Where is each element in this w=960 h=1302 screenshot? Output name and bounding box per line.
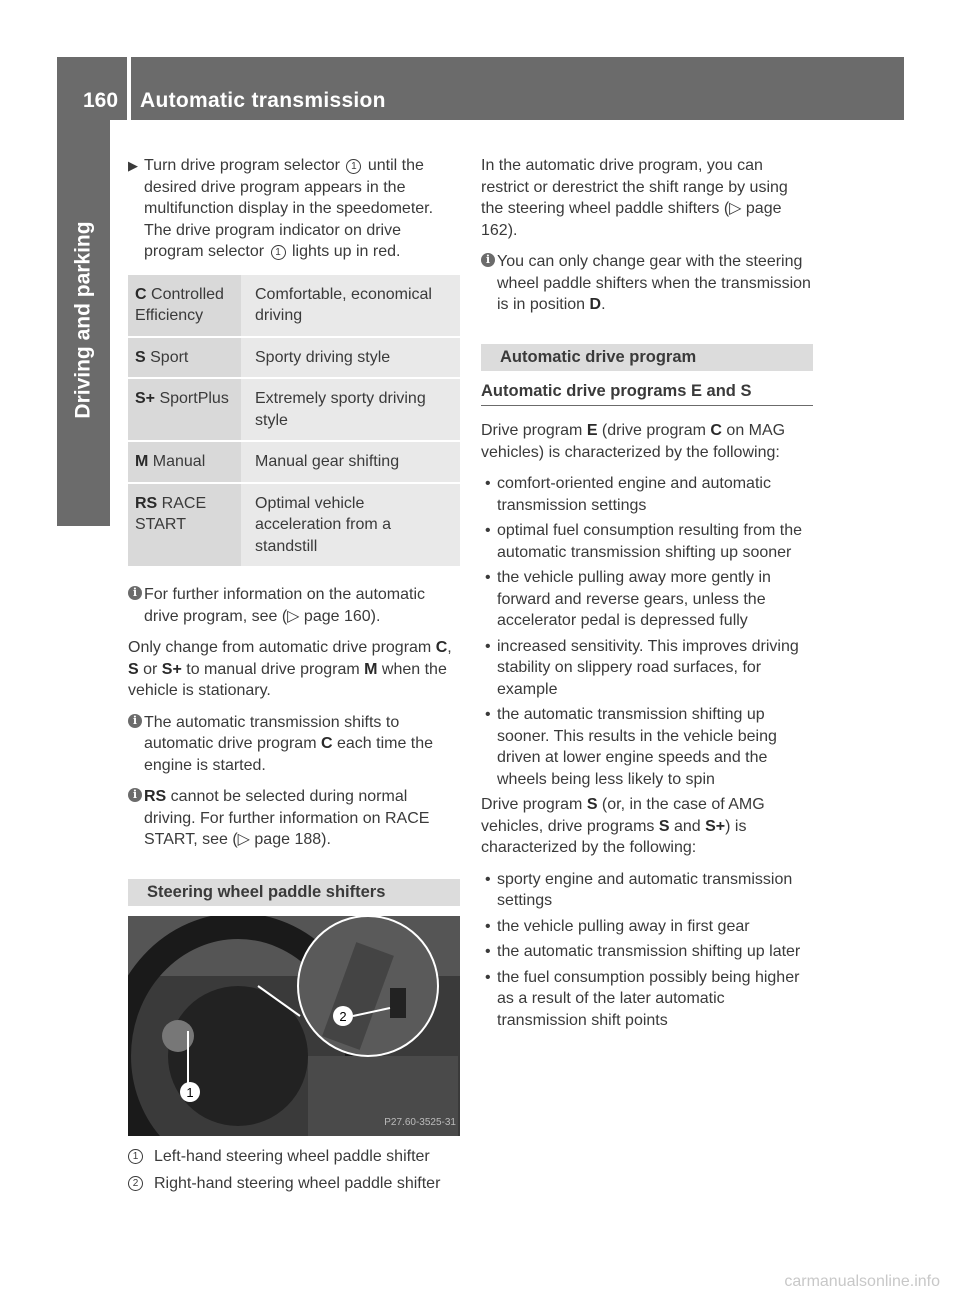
step-text-cont: until the desired drive program appears in the multifunction display in the speedometer. The drive program indicator on drive program selector — [144, 157, 434, 260]
list-item: • the automatic transmission shifting up later — [481, 941, 813, 963]
section-heading-bar: Automatic drive program — [481, 344, 813, 371]
table-row — [128, 337, 460, 379]
step-text-end: lights up in red. — [291, 243, 401, 260]
program-description-cell: Sporty driving style — [241, 337, 460, 379]
section-title: Automatic transmission — [140, 89, 386, 112]
list-item: • the vehicle pulling away in first gear — [481, 916, 813, 938]
program-description-cell: Optimal vehicle acceleration from a standstill — [241, 483, 460, 568]
drive-program-table — [128, 275, 460, 569]
paragraph: Drive program E (drive program C on MAG vehicles) is characterized by the following: — [481, 422, 786, 461]
program-name-cell: S+ SportPlus — [128, 378, 241, 441]
callout-1-icon: 1 — [271, 245, 286, 260]
figure-caption — [128, 1173, 460, 1195]
paragraph: In the automatic drive program, you can restrict or derestrict the shift range by using the steering wheel paddle shifters (▷ page 162). — [481, 157, 788, 239]
side-tab-label-wrap — [57, 120, 110, 526]
page-number: 160 — [83, 89, 119, 112]
steering-wheel-photo — [128, 916, 460, 1136]
caption-text: Left-hand steering wheel paddle shifter — [154, 1147, 430, 1165]
list-item: • optimal fuel consumption resulting from the automatic transmission shifting up sooner — [481, 520, 813, 563]
program-name-cell: M Manual — [128, 441, 241, 483]
info-icon: i — [481, 253, 495, 267]
bullet-list — [481, 869, 813, 1032]
steering-wheel-illustration — [128, 916, 460, 1136]
side-tab-label: Driving and parking — [71, 221, 95, 419]
info-icon: i — [128, 714, 142, 728]
svg-text:1: 1 — [186, 1084, 194, 1100]
figure-reference: P27.60-3525-31 — [384, 1117, 456, 1128]
callout-1-icon: 1 — [128, 1149, 143, 1164]
info-icon: i — [128, 788, 142, 802]
table-row — [128, 483, 460, 568]
info-note: i RS cannot be selected during normal driving. For further information on RACE START, see (▷ page 188). — [128, 786, 460, 851]
info-text: For further information on the automatic drive program, see (▷ page 160). — [144, 586, 426, 625]
step-text: Turn drive program selector — [144, 157, 340, 174]
callout-1-icon: 1 — [346, 159, 361, 174]
paragraph: Drive program S (or, in the case of AMG vehicles, drive programs S and S+) is characterized by the following: — [481, 796, 765, 856]
program-name-cell: S Sport — [128, 337, 241, 379]
subheading: Automatic drive programs E and S — [481, 381, 813, 407]
section-heading-bar: Steering wheel paddle shifters — [128, 879, 460, 906]
figure-caption — [128, 1146, 460, 1168]
program-description-cell: Comfortable, economical driving — [241, 275, 460, 337]
info-icon: i — [128, 586, 142, 600]
svg-text:2: 2 — [339, 1008, 347, 1024]
table-row — [128, 378, 460, 441]
list-item: • the automatic transmission shifting up sooner. This results in the vehicle being driven at lower engine speeds and the wheels being less likely to spin — [481, 704, 813, 790]
table-row — [128, 441, 460, 483]
right-column — [481, 155, 813, 1035]
list-item: • the fuel consumption possibly being higher as a result of the later automatic transmission shift points — [481, 967, 813, 1032]
bullet-list — [481, 473, 813, 790]
list-item: • the vehicle pulling away more gently in forward and reverse gears, unless the accelerator pedal is depressed fully — [481, 567, 813, 632]
list-item: • sporty engine and automatic transmission settings — [481, 869, 813, 912]
list-item: • comfort-oriented engine and automatic transmission settings — [481, 473, 813, 516]
watermark: carmanualsonline.info — [784, 1272, 940, 1290]
info-note: i You can only change gear with the steering wheel paddle shifters when the transmission is in position D. — [481, 251, 813, 316]
caption-text: Right-hand steering wheel paddle shifter — [154, 1175, 441, 1192]
info-note: i The automatic transmission shifts to automatic drive program C each time the engine is started. — [128, 712, 460, 777]
paragraph: Only change from automatic drive program C, S or S+ to manual drive program M when the vehicle is stationary. — [128, 639, 452, 699]
program-name-cell: C Controlled Efficiency — [128, 275, 241, 337]
instruction-step — [128, 155, 460, 263]
page-header — [57, 57, 904, 120]
left-column — [128, 155, 460, 1201]
program-name-cell: RS RACE START — [128, 483, 241, 568]
program-description-cell: Extremely sporty driving style — [241, 378, 460, 441]
table-row — [128, 275, 460, 337]
callout-2-icon: 2 — [128, 1176, 143, 1191]
header-divider — [127, 57, 131, 120]
list-item: • increased sensitivity. This improves driving stability on slippery road surfaces, for example — [481, 636, 813, 701]
arrow-icon: ▶ — [128, 158, 138, 173]
info-note — [128, 584, 460, 627]
program-description-cell: Manual gear shifting — [241, 441, 460, 483]
